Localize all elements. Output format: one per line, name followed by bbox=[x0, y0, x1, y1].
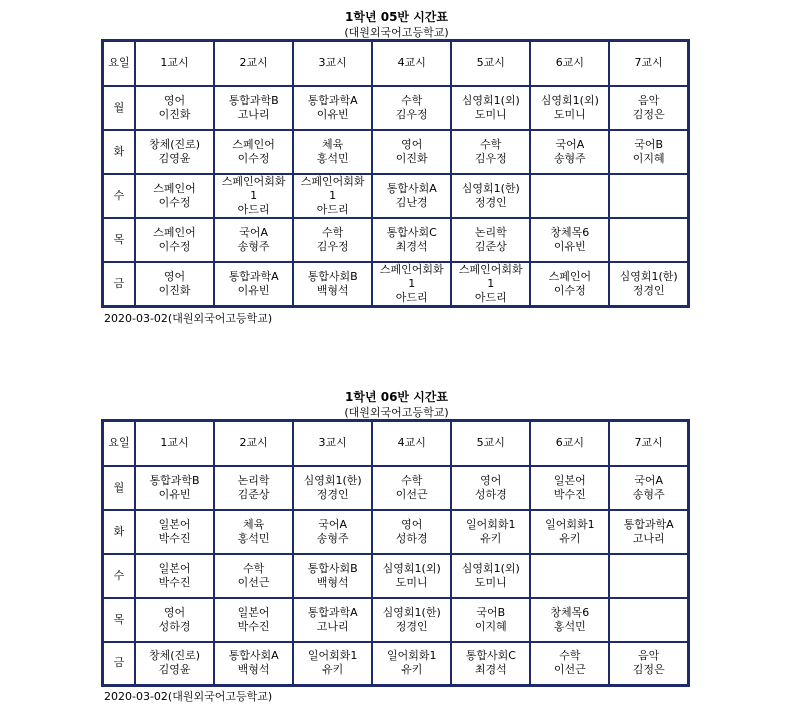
subject-name: 통합과학A bbox=[307, 605, 358, 619]
subject-name: 음악 bbox=[638, 649, 660, 663]
subject-name: 스페인어 bbox=[232, 137, 275, 151]
teacher-name: 이진화 bbox=[158, 107, 191, 121]
class-cell bbox=[214, 86, 293, 130]
subject-name: 1 bbox=[487, 276, 495, 290]
teacher-name: 고나리 bbox=[316, 619, 349, 633]
class-cell bbox=[372, 642, 451, 686]
class-cell bbox=[372, 218, 451, 262]
timetable-title: 1학년 05반 시간표 bbox=[345, 10, 448, 24]
class-cell bbox=[530, 554, 609, 598]
class-cell bbox=[609, 218, 688, 262]
subject-name: 수학 bbox=[480, 137, 502, 151]
subject-name: 스페인어회화 bbox=[221, 174, 286, 188]
subject-name: 통합과학B bbox=[228, 93, 279, 107]
day-label: 수 bbox=[103, 174, 136, 218]
header-row bbox=[103, 421, 689, 466]
teacher-name: 이유빈 bbox=[553, 239, 586, 253]
subject-name: 일어회화1 bbox=[466, 517, 516, 531]
teacher-name: 아드리 bbox=[237, 202, 270, 216]
period-header: 6교시 bbox=[530, 421, 609, 466]
class-cell bbox=[530, 262, 609, 307]
subject-name: 일본어 bbox=[158, 561, 191, 575]
subject-name: 심영회1(외) bbox=[540, 93, 599, 107]
class-cell bbox=[214, 642, 293, 686]
subject-name: 통합사회B bbox=[307, 269, 358, 283]
subject-name: 일어회화1 bbox=[545, 517, 595, 531]
period-header: 3교시 bbox=[293, 421, 372, 466]
subject-name: 통합과학A bbox=[623, 517, 674, 531]
day-label: 금 bbox=[103, 642, 136, 686]
table-row bbox=[103, 174, 689, 218]
period-header: 4교시 bbox=[372, 41, 451, 86]
teacher-name: 이수정 bbox=[237, 151, 270, 165]
subject-name: 심영회1(한) bbox=[461, 181, 520, 195]
teacher-name: 이지혜 bbox=[474, 619, 507, 633]
subject-name: 1 bbox=[250, 188, 258, 202]
day-label: 목 bbox=[103, 218, 136, 262]
teacher-name: 홍석민 bbox=[553, 619, 586, 633]
day-header: 요일 bbox=[103, 421, 136, 466]
class-cell bbox=[372, 510, 451, 554]
subject-name: 창체목6 bbox=[550, 605, 590, 619]
class-cell bbox=[293, 554, 372, 598]
teacher-name: 이선근 bbox=[395, 487, 428, 501]
class-cell bbox=[135, 262, 214, 307]
school-subtitle: (대원외국어고등학교) bbox=[344, 406, 449, 419]
table-row bbox=[103, 554, 689, 598]
class-cell bbox=[293, 598, 372, 642]
timetable-footer: 2020-03-02(대원외국어고등학교) bbox=[104, 312, 273, 325]
teacher-name: 최경석 bbox=[395, 239, 428, 253]
subject-name: 심영회1(외) bbox=[461, 561, 520, 575]
class-cell bbox=[530, 86, 609, 130]
timetable-grid bbox=[101, 39, 690, 308]
class-cell bbox=[135, 642, 214, 686]
class-cell bbox=[451, 510, 530, 554]
class-cell bbox=[135, 598, 214, 642]
subject-name: 심영회1(한) bbox=[382, 605, 441, 619]
teacher-name: 김영윤 bbox=[158, 663, 191, 677]
class-cell bbox=[609, 554, 688, 598]
subject-name: 일어회화1 bbox=[307, 649, 358, 663]
subject-name: 수학 bbox=[322, 225, 344, 239]
class-cell bbox=[372, 130, 451, 174]
teacher-name: 유키 bbox=[322, 663, 344, 677]
subject-name: 체육 bbox=[322, 137, 344, 151]
subject-name: 음악 bbox=[638, 93, 660, 107]
teacher-name: 이유빈 bbox=[316, 107, 349, 121]
subject-name: 영어 bbox=[480, 473, 502, 487]
teacher-name: 이선근 bbox=[237, 575, 270, 589]
period-header: 5교시 bbox=[451, 421, 530, 466]
class-cell bbox=[530, 642, 609, 686]
period-header: 4교시 bbox=[372, 421, 451, 466]
teacher-name: 성하경 bbox=[474, 487, 507, 501]
table-row bbox=[103, 510, 689, 554]
class-cell bbox=[372, 598, 451, 642]
subject-name: 통합사회B bbox=[307, 561, 358, 575]
teacher-name: 김영윤 bbox=[158, 151, 191, 165]
teacher-name: 박수진 bbox=[553, 487, 586, 501]
class-cell bbox=[214, 510, 293, 554]
class-cell bbox=[293, 262, 372, 307]
teacher-name: 아드리 bbox=[316, 202, 349, 216]
class-cell bbox=[609, 510, 688, 554]
teacher-name: 유키 bbox=[559, 531, 581, 545]
period-header: 5교시 bbox=[451, 41, 530, 86]
subject-name: 창체목6 bbox=[550, 225, 590, 239]
header-row bbox=[103, 41, 689, 86]
subject-name: 통합사회A bbox=[228, 649, 279, 663]
class-cell bbox=[530, 174, 609, 218]
subject-name: 창체(진로) bbox=[148, 137, 201, 151]
class-cell bbox=[609, 174, 688, 218]
teacher-name: 이수정 bbox=[158, 195, 191, 209]
class-cell bbox=[530, 598, 609, 642]
teacher-name: 도미니 bbox=[474, 107, 507, 121]
teacher-name: 이진화 bbox=[158, 283, 191, 297]
teacher-name: 홍석민 bbox=[237, 531, 270, 545]
subject-name: 통합과학A bbox=[307, 93, 358, 107]
teacher-name: 고나리 bbox=[632, 531, 665, 545]
subject-name: 국어B bbox=[476, 605, 506, 619]
period-header: 6교시 bbox=[530, 41, 609, 86]
class-cell bbox=[609, 466, 688, 510]
subject-name: 영어 bbox=[401, 517, 423, 531]
subject-name: 일본어 bbox=[237, 605, 270, 619]
subject-name: 수학 bbox=[401, 93, 423, 107]
teacher-name: 정경인 bbox=[395, 619, 428, 633]
teacher-name: 송형주 bbox=[553, 151, 586, 165]
teacher-name: 이유빈 bbox=[237, 283, 270, 297]
teacher-name: 송형주 bbox=[632, 487, 665, 501]
timetable-footer: 2020-03-02(대원외국어고등학교) bbox=[104, 690, 273, 703]
subject-name: 통합사회C bbox=[465, 649, 516, 663]
class-cell bbox=[609, 598, 688, 642]
teacher-name: 김준상 bbox=[237, 487, 270, 501]
teacher-name: 성하경 bbox=[158, 619, 191, 633]
class-cell bbox=[293, 174, 372, 218]
period-header: 2교시 bbox=[214, 421, 293, 466]
class-cell bbox=[293, 466, 372, 510]
teacher-name: 김정은 bbox=[632, 663, 665, 677]
teacher-name: 백형석 bbox=[316, 575, 349, 589]
class-cell bbox=[609, 130, 688, 174]
class-cell bbox=[135, 218, 214, 262]
subject-name: 1 bbox=[329, 188, 337, 202]
teacher-name: 정경인 bbox=[632, 283, 665, 297]
subject-name: 일본어 bbox=[158, 517, 191, 531]
period-header: 2교시 bbox=[214, 41, 293, 86]
day-label: 화 bbox=[103, 130, 136, 174]
subject-name: 통합사회A bbox=[386, 181, 437, 195]
class-cell bbox=[214, 174, 293, 218]
teacher-name: 김난경 bbox=[395, 195, 428, 209]
subject-name: 수학 bbox=[559, 649, 581, 663]
teacher-name: 도미니 bbox=[474, 575, 507, 589]
subject-name: 국어B bbox=[634, 137, 664, 151]
teacher-name: 김정은 bbox=[632, 107, 665, 121]
teacher-name: 최경석 bbox=[474, 663, 507, 677]
period-header: 1교시 bbox=[135, 421, 214, 466]
class-cell bbox=[451, 130, 530, 174]
teacher-name: 김우정 bbox=[474, 151, 507, 165]
class-cell bbox=[214, 262, 293, 307]
timetable-grid bbox=[101, 419, 690, 687]
subject-name: 통합과학A bbox=[228, 269, 279, 283]
subject-name: 1 bbox=[408, 276, 416, 290]
teacher-name: 이수정 bbox=[553, 283, 586, 297]
subject-name: 영어 bbox=[401, 137, 423, 151]
subject-name: 통합과학B bbox=[149, 473, 200, 487]
teacher-name: 김우정 bbox=[395, 107, 428, 121]
teacher-name: 아드리 bbox=[395, 290, 428, 304]
subject-name: 창체(진로) bbox=[148, 649, 201, 663]
class-cell bbox=[214, 130, 293, 174]
day-header: 요일 bbox=[103, 41, 136, 86]
teacher-name: 이유빈 bbox=[158, 487, 191, 501]
subject-name: 일본어 bbox=[553, 473, 586, 487]
day-label: 월 bbox=[103, 466, 136, 510]
class-cell bbox=[530, 130, 609, 174]
subject-name: 국어A bbox=[318, 517, 348, 531]
subject-name: 국어A bbox=[239, 225, 268, 239]
class-cell bbox=[451, 218, 530, 262]
subject-name: 스페인어회화 bbox=[300, 174, 365, 188]
day-label: 수 bbox=[103, 554, 136, 598]
teacher-name: 이지혜 bbox=[632, 151, 665, 165]
teacher-name: 아드리 bbox=[474, 290, 507, 304]
class-cell bbox=[214, 554, 293, 598]
class-cell bbox=[135, 510, 214, 554]
class-cell bbox=[293, 130, 372, 174]
period-header: 7교시 bbox=[609, 41, 688, 86]
day-label: 월 bbox=[103, 86, 136, 130]
subject-name: 수학 bbox=[401, 473, 423, 487]
class-cell bbox=[135, 466, 214, 510]
subject-name: 영어 bbox=[163, 93, 186, 107]
class-cell bbox=[214, 466, 293, 510]
table-row bbox=[103, 86, 689, 130]
teacher-name: 송형주 bbox=[316, 531, 349, 545]
subject-name: 스페인어 bbox=[548, 269, 592, 283]
subject-name: 통합사회C bbox=[386, 225, 437, 239]
subject-name: 영어 bbox=[163, 269, 186, 283]
subject-name: 논리학 bbox=[237, 473, 270, 487]
teacher-name: 성하경 bbox=[395, 531, 428, 545]
period-header: 7교시 bbox=[609, 421, 688, 466]
teacher-name: 이진화 bbox=[395, 151, 428, 165]
subject-name: 체육 bbox=[242, 517, 265, 531]
class-cell bbox=[451, 174, 530, 218]
subject-name: 국어A bbox=[555, 137, 585, 151]
subject-name: 심영회1(한) bbox=[303, 473, 362, 487]
subject-name: 스페인어 bbox=[153, 181, 196, 195]
class-cell bbox=[451, 554, 530, 598]
class-cell bbox=[372, 174, 451, 218]
class-cell bbox=[451, 466, 530, 510]
class-cell bbox=[214, 598, 293, 642]
teacher-name: 김우정 bbox=[316, 239, 349, 253]
class-cell bbox=[451, 598, 530, 642]
subject-name: 심영회1(한) bbox=[619, 269, 678, 283]
day-label: 화 bbox=[103, 510, 136, 554]
class-cell bbox=[293, 218, 372, 262]
subject-name: 심영회1(외) bbox=[461, 93, 520, 107]
subject-name: 논리학 bbox=[474, 225, 507, 239]
teacher-name: 박수진 bbox=[158, 531, 191, 545]
table-row bbox=[103, 642, 689, 686]
class-cell bbox=[293, 86, 372, 130]
class-cell bbox=[135, 174, 214, 218]
table-row bbox=[103, 218, 689, 262]
teacher-name: 박수진 bbox=[237, 619, 270, 633]
teacher-name: 백형석 bbox=[316, 283, 349, 297]
class-cell bbox=[451, 86, 530, 130]
period-header: 1교시 bbox=[135, 41, 214, 86]
teacher-name: 백형석 bbox=[237, 663, 270, 677]
subject-name: 국어A bbox=[634, 473, 664, 487]
table-row bbox=[103, 262, 689, 307]
class-cell bbox=[293, 510, 372, 554]
table-row bbox=[103, 598, 689, 642]
teacher-name: 도미니 bbox=[553, 107, 586, 121]
teacher-name: 홍석민 bbox=[316, 151, 349, 165]
class-cell bbox=[372, 262, 451, 307]
subject-name: 심영회1(외) bbox=[382, 561, 441, 575]
period-header: 3교시 bbox=[293, 41, 372, 86]
subject-name: 영어 bbox=[163, 605, 186, 619]
teacher-name: 도미니 bbox=[395, 575, 428, 589]
class-cell bbox=[135, 86, 214, 130]
class-cell bbox=[609, 86, 688, 130]
teacher-name: 송형주 bbox=[237, 239, 270, 253]
teacher-name: 유키 bbox=[401, 663, 423, 677]
class-cell bbox=[293, 642, 372, 686]
class-cell bbox=[135, 130, 214, 174]
class-cell bbox=[372, 466, 451, 510]
table-row bbox=[103, 130, 689, 174]
class-cell bbox=[451, 642, 530, 686]
timetable-title: 1학년 06반 시간표 bbox=[345, 390, 448, 404]
subject-name: 스페인어회화 bbox=[458, 262, 523, 276]
table-row bbox=[103, 466, 689, 510]
day-label: 금 bbox=[103, 262, 136, 307]
day-label: 목 bbox=[103, 598, 136, 642]
class-cell bbox=[372, 554, 451, 598]
teacher-name: 정경인 bbox=[474, 195, 507, 209]
subject-name: 일어회화1 bbox=[386, 649, 437, 663]
subject-name: 스페인어회화 bbox=[379, 262, 444, 276]
teacher-name: 유키 bbox=[480, 531, 502, 545]
class-cell bbox=[530, 510, 609, 554]
teacher-name: 이선근 bbox=[553, 663, 586, 677]
class-cell bbox=[451, 262, 530, 307]
class-cell bbox=[530, 466, 609, 510]
teacher-name: 고나리 bbox=[237, 107, 270, 121]
teacher-name: 박수진 bbox=[158, 575, 191, 589]
teacher-name: 정경인 bbox=[316, 487, 349, 501]
class-cell bbox=[372, 86, 451, 130]
class-cell bbox=[609, 262, 688, 307]
subject-name: 수학 bbox=[242, 561, 265, 575]
teacher-name: 이수정 bbox=[158, 239, 191, 253]
teacher-name: 김준상 bbox=[474, 239, 507, 253]
class-cell bbox=[530, 218, 609, 262]
subject-name: 스페인어 bbox=[153, 225, 196, 239]
class-cell bbox=[609, 642, 688, 686]
school-subtitle: (대원외국어고등학교) bbox=[344, 26, 449, 39]
class-cell bbox=[214, 218, 293, 262]
class-cell bbox=[135, 554, 214, 598]
